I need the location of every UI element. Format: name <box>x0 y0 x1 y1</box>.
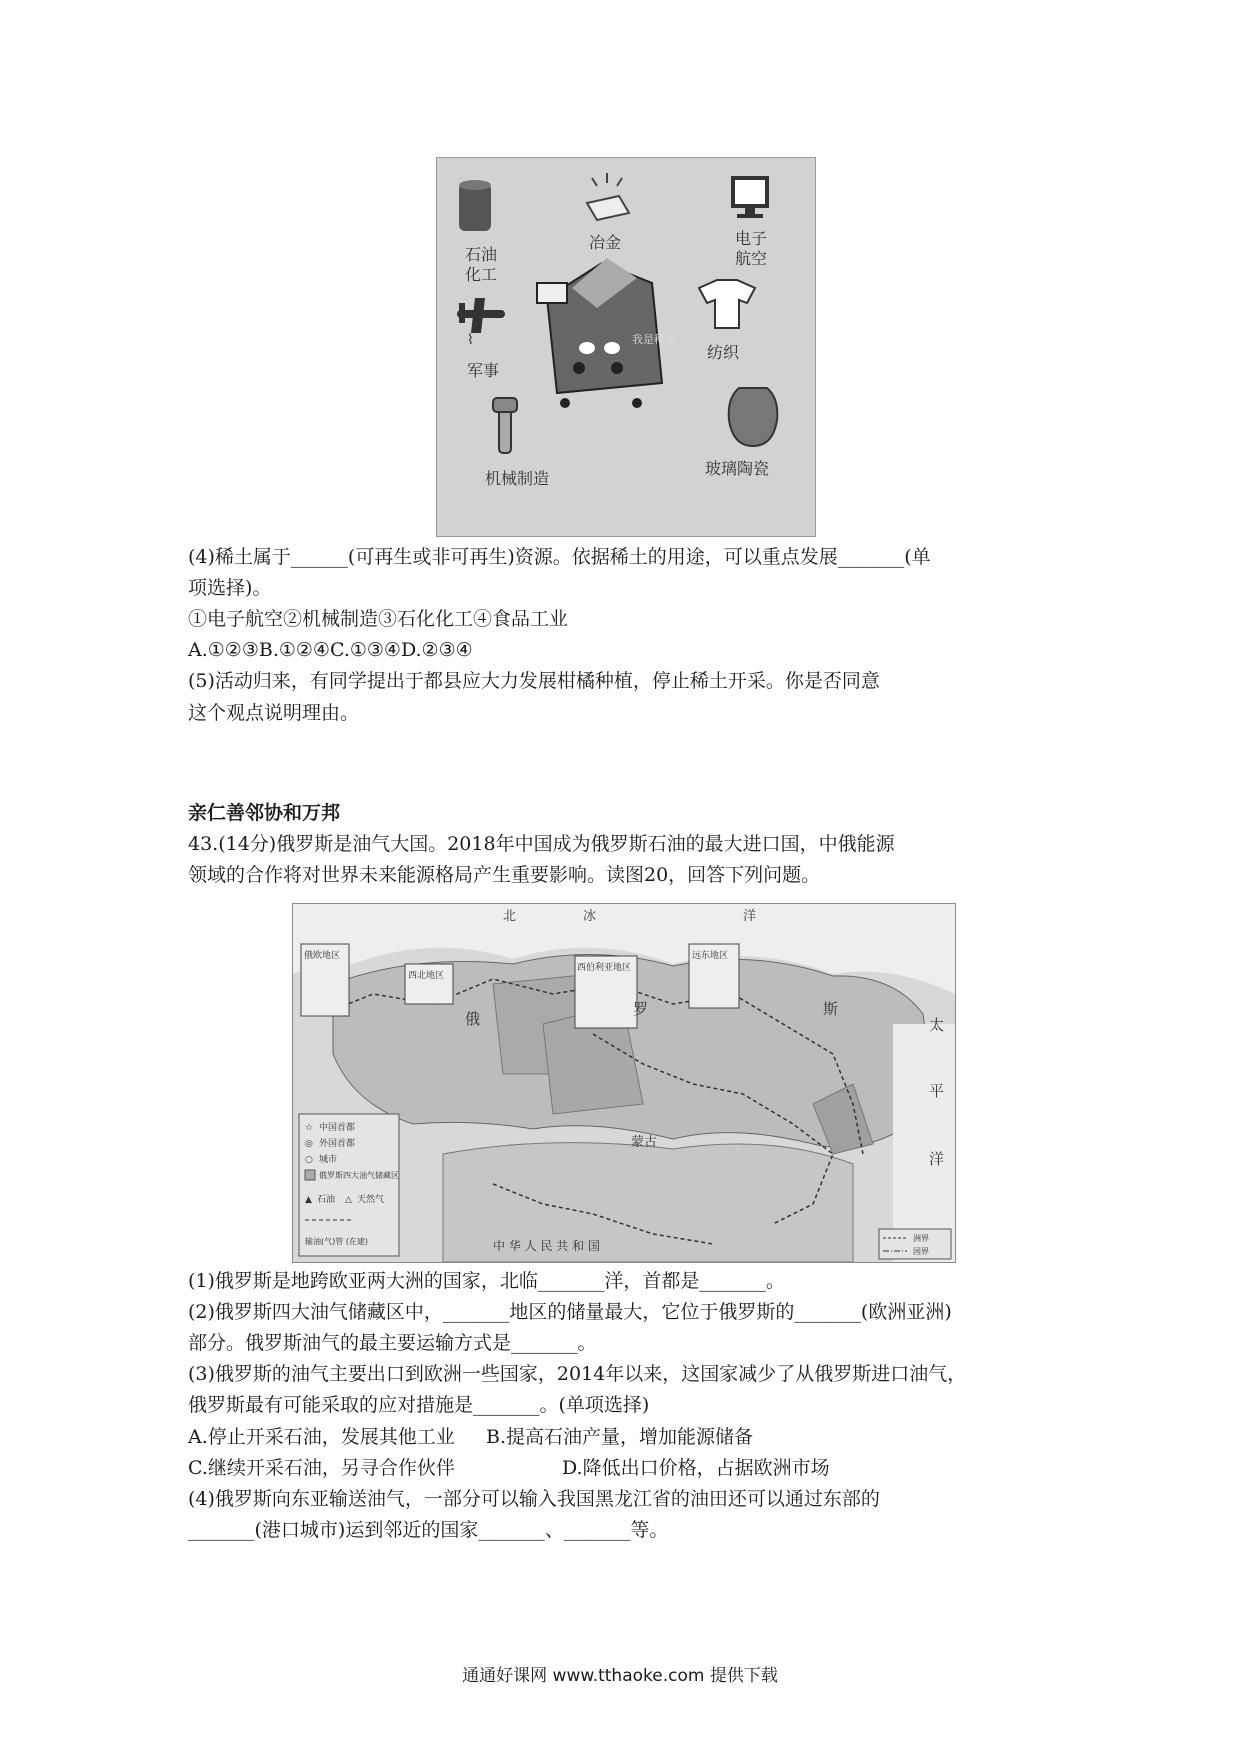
label-military-symbol: ⌇ <box>467 332 474 348</box>
label-petrochem-1: 石油 <box>465 245 498 264</box>
q42-4-line1: (4)稀土属于______(可再生或非可再生)资源。依据稀土的用途，可以重点发展_______(单 <box>188 546 931 568</box>
region4-label: 远东地区 <box>692 951 729 961</box>
region1-label: 俄欧地区 <box>304 951 341 961</box>
label-electronics-1: 电子 <box>735 229 768 248</box>
map-russia-label-3: 斯 <box>823 1000 839 1018</box>
legend-boundary-2: 国界 <box>913 1247 929 1256</box>
map-russia-label-2: 罗 <box>633 1000 649 1018</box>
svg-text:▲: ▲ <box>305 1195 312 1205</box>
map-boundary-legend <box>879 1229 951 1259</box>
legend-gas: 天然气 <box>357 1195 385 1205</box>
shirt-icon <box>699 280 755 328</box>
cart-text: 我是稀土 <box>632 333 676 346</box>
vase-icon <box>729 388 778 446</box>
q43-3-option-b: B.提高石油产量，增加能源储备 <box>486 1426 754 1448</box>
q43-3-line2: 俄罗斯最有可能采取的应对措施是_______。(单项选择) <box>188 1394 650 1416</box>
region2-label: 西北地区 <box>408 971 445 981</box>
svg-text:△: △ <box>345 1195 352 1205</box>
section-title: 亲仁善邻协和万邦 <box>188 802 341 824</box>
legend-capital-cn: 中国首都 <box>319 1123 356 1133</box>
q42-4-line2: 项选择)。 <box>188 577 272 599</box>
legend-pipeline: 输油(气)管 (在建) <box>305 1237 369 1246</box>
legend-city: 城市 <box>319 1155 338 1165</box>
legend-boundary-1: 洲界 <box>913 1234 929 1243</box>
map-mongolia-label: 蒙古 <box>631 1135 658 1150</box>
map-china-label: 中 华 人 民 共 和 国 <box>493 1239 600 1253</box>
label-metallurgy: 冶金 <box>589 233 622 252</box>
q43-3-option-c: C.继续开采石油，另寻合作伙伴 <box>188 1457 455 1479</box>
q43-intro-line2: 领域的合作将对世界未来能源格局产生重要影响。读图20，回答下列问题。 <box>188 864 821 886</box>
q42-4-items: ①电子航空②机械制造③石化化工④食品工业 <box>188 608 569 630</box>
region3-label: 西伯利亚地区 <box>577 963 632 973</box>
map-north-label: 北 <box>503 909 517 924</box>
legend-capital-foreign: 外国首都 <box>319 1139 356 1149</box>
q43-1: (1)俄罗斯是地跨欧亚两大洲的国家，北临_______洋，首都是_______。 <box>188 1270 785 1292</box>
map-russia-label-1: 俄 <box>465 1010 481 1028</box>
svg-text:☆: ☆ <box>305 1123 314 1133</box>
legend-oil: 石油 <box>317 1195 336 1205</box>
label-textile: 纺织 <box>707 343 740 362</box>
russia-map-figure <box>292 903 956 1263</box>
label-petrochem-2: 化工 <box>465 265 498 284</box>
q43-4-line1: (4)俄罗斯向东亚输送油气，一部分可以输入我国黑龙江省的油田还可以通过东部的 <box>188 1488 880 1510</box>
q43-4-line2: _______(港口城市)运到邻近的国家_______、_______等。 <box>188 1519 669 1541</box>
rare-earth-cart-icon <box>537 258 676 408</box>
map-pacific-label-1: 太 <box>929 1016 945 1034</box>
label-electronics-2: 航空 <box>735 249 768 268</box>
q42-5-line2: 这个观点说明理由。 <box>188 702 360 724</box>
label-machinery: 机械制造 <box>485 469 550 488</box>
svg-text:○: ○ <box>305 1155 313 1165</box>
q43-2-line2: 部分。俄罗斯油气的最主要运输方式是_______。 <box>188 1332 597 1354</box>
ingot-icon <box>587 173 629 220</box>
airplane-icon <box>457 298 505 333</box>
map-ocean-label-2: 洋 <box>743 909 757 924</box>
oil-drum-icon <box>459 180 491 231</box>
q43-3-line1: (3)俄罗斯的油气主要出口到欧洲一些国家，2014年以来，这国家减少了从俄罗斯进口油气， <box>188 1363 967 1385</box>
q42-5-line1: (5)活动归来，有同学提出于都县应大力发展柑橘种植，停止稀土开采。你是否同意 <box>188 670 880 692</box>
legend-reserve: 俄罗斯四大油气储藏区 <box>319 1171 399 1180</box>
wrench-icon <box>493 398 517 453</box>
q43-2-line1: (2)俄罗斯四大油气储藏区中，_______地区的储量最大，它位于俄罗斯的_______(欧洲亚洲) <box>188 1301 952 1323</box>
label-glass-ceramics: 玻璃陶瓷 <box>705 459 770 478</box>
monitor-icon <box>733 178 767 218</box>
page-footer: 通通好课网 www.tthaoke.com 提供下载 <box>462 1666 778 1686</box>
q43-3-option-a: A.停止开采石油，发展其他工业 <box>188 1426 455 1448</box>
label-military: 军事 <box>467 361 500 380</box>
map-pacific-label-3: 洋 <box>929 1150 945 1168</box>
map-pacific-label-2: 平 <box>929 1082 945 1100</box>
region-box-2 <box>405 964 453 1004</box>
rare-earth-uses-figure <box>436 157 816 537</box>
q42-4-options: A.①②③B.①②④C.①③④D.②③④ <box>188 639 473 661</box>
q43-3-option-d: D.降低出口价格，占据欧洲市场 <box>562 1457 830 1479</box>
map-legend <box>299 1114 399 1256</box>
map-ocean-label-1: 冰 <box>583 909 597 924</box>
q43-intro-line1: 43.(14分)俄罗斯是油气大国。2018年中国成为俄罗斯石油的最大进口国，中俄能源 <box>188 833 895 855</box>
svg-text:◎: ◎ <box>305 1139 313 1149</box>
